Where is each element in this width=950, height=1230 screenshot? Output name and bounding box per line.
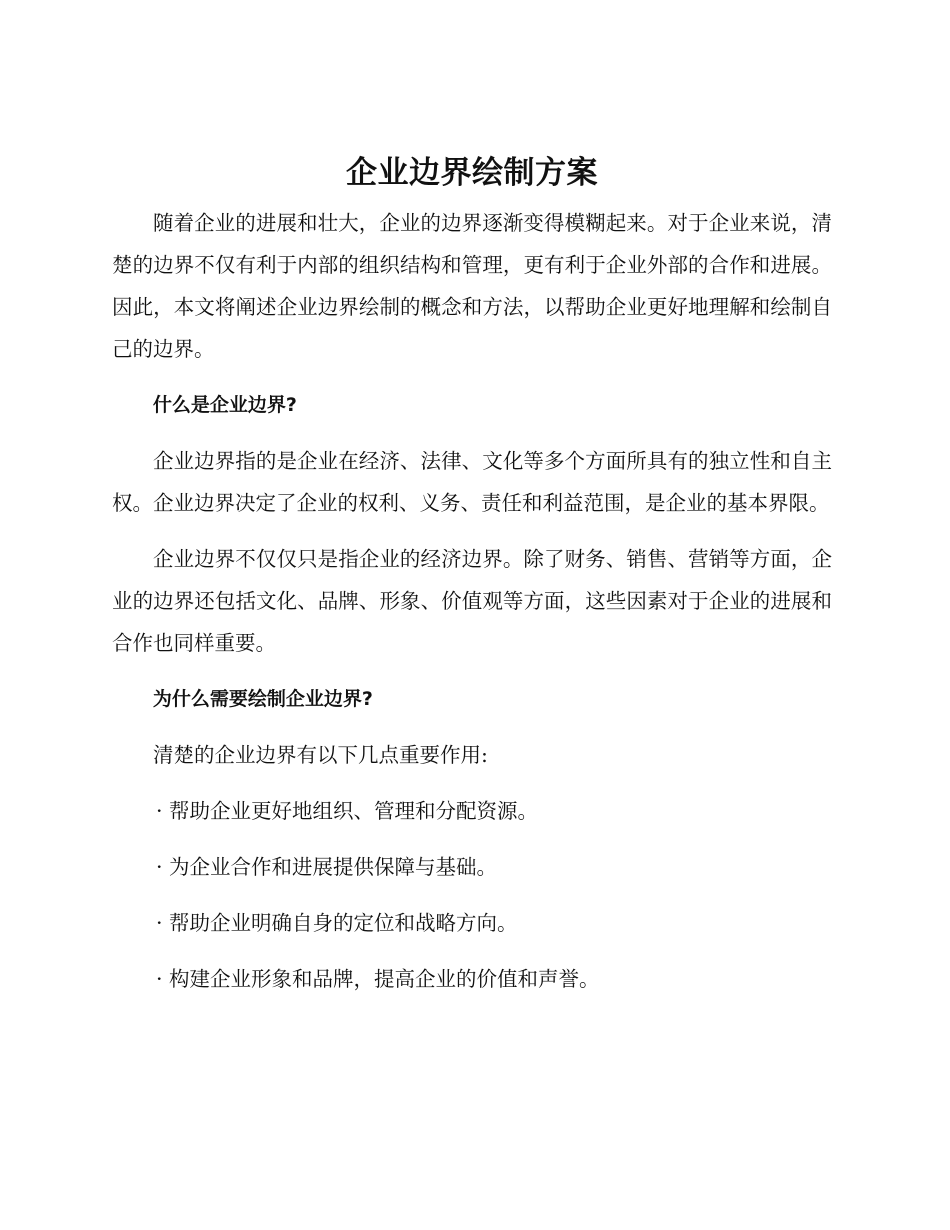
list-item: · 构建企业形象和品牌，提高企业的价值和声誉。 [156,967,600,991]
section-heading-what-is-boundary: 什么是企业边界? [152,394,297,416]
document-page [112,150,832,1014]
scope-paragraph: 企业边界不仅仅只是指企业的经济边界。除了财务、销售、营销等方面，企业的边界还包括文化、品牌、形象、价值观等方面，这些因素对于企业的进展和合作也同样重要。 [112,547,832,655]
intro-paragraph: 随着企业的进展和壮大，企业的边界逐渐变得模糊起来。对于企业来说，清楚的边界不仅有利于内部的组织结构和管理，更有利于企业外部的合作和进展。因此，本文将阐述企业边界绘制的概念和方法，以帮助企业更好地理解和绘制自己的边界。 [112,211,832,361]
list-item: · 帮助企业明确自身的定位和战略方向。 [156,911,518,935]
definition-paragraph: 企业边界指的是企业在经济、法律、文化等多个方面所具有的独立性和自主权。企业边界决定了企业的权利、义务、责任和利益范围，是企业的基本界限。 [112,449,832,515]
list-item: · 为企业合作和进展提供保障与基础。 [156,855,498,879]
document-title: 企业边界绘制方案 [346,155,598,191]
benefits-lead-paragraph: 清楚的企业边界有以下几点重要作用: [153,743,488,767]
benefits-list [112,790,832,1000]
section-heading-why-draw-boundary: 为什么需要绘制企业边界? [152,688,373,710]
list-item: · 帮助企业更好地组织、管理和分配资源。 [156,799,539,823]
